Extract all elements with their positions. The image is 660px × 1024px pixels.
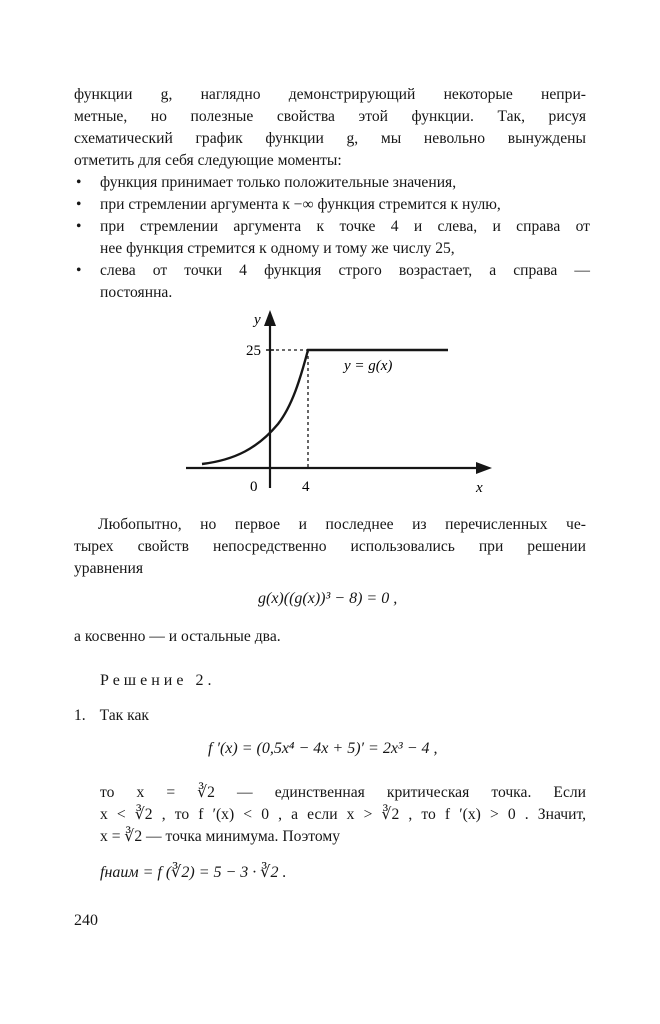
page-number: 240: [74, 912, 98, 929]
intro-line-4: отметить для себя следующие моменты:: [74, 152, 342, 169]
bullet-dot-icon: •: [76, 196, 82, 213]
bullet-dot-icon: •: [76, 218, 82, 235]
solution-line-1: то x = ∛2 — единственная критическая точка. Если: [100, 784, 586, 801]
y-axis-label: y: [254, 312, 261, 328]
x-axis-label: x: [476, 480, 483, 496]
solution-heading: Решение 2.: [100, 672, 216, 689]
function-curve: [202, 350, 448, 464]
list-item-text: при стремлении аргумента к −∞ функция стремится к нулю,: [100, 196, 501, 213]
middle-line-3: уравнения: [74, 560, 144, 577]
solution-item-intro: [74, 705, 586, 727]
solution-text: [100, 782, 586, 848]
property-list: [74, 172, 590, 304]
curve-label: y = g(x): [344, 358, 393, 374]
middle-paragraph: [74, 514, 586, 580]
middle-line-2: тырех свойств непосредственно использовались при решении: [74, 538, 586, 555]
origin-label: 0: [250, 479, 258, 495]
indirect-paragraph: [74, 626, 586, 648]
list-item-text: слева от точки 4 функция строго возрастает, а справа —: [100, 262, 590, 279]
equation-g: g(x)((g(x))³ − 8) = 0 ,: [258, 590, 398, 607]
bullet-dot-icon: •: [76, 262, 82, 279]
solution-line-3: x = ∛2 — точка минимума. Поэтому: [100, 828, 341, 845]
list-item-text: нее функция стремится к одному и тому же числу 25,: [100, 240, 455, 257]
x-tick-label: 4: [302, 479, 310, 495]
solution-line-2: x < ∛2 , то f ′(x) < 0 , а если x > ∛2 , то f ′(x) > 0 . Значит,: [100, 806, 586, 823]
indirect-line: а косвенно — и остальные два.: [74, 628, 281, 645]
list-item: [74, 216, 590, 260]
list-item-text: при стремлении аргумента к точке 4 и слева, и справа от: [100, 218, 590, 235]
list-item-text: постоянна.: [100, 284, 173, 301]
list-item-text: функция принимает только положительные значения,: [100, 174, 457, 191]
bullet-dot-icon: •: [76, 174, 82, 191]
intro-line-3: схематический график функции g, мы невольно вынуждены: [74, 130, 586, 147]
intro-line-2: метные, но полезные свойства этой функции. Так, рисуя: [74, 108, 586, 125]
list-item: [74, 260, 590, 304]
list-item: [74, 194, 590, 216]
y-tick-label: 25: [246, 343, 261, 359]
item-intro-text: Так как: [99, 707, 149, 724]
function-graph: [180, 302, 500, 502]
middle-line-1: Любопытно, но первое и последнее из перечисленных че-: [98, 516, 586, 533]
intro-line-1: функции g, наглядно демонстрирующий некоторые непри-: [74, 86, 586, 103]
minimum-value-formula: fнаим = f (∛2) = 5 − 3 · ∛2 .: [100, 864, 287, 881]
y-axis-arrow-icon: [264, 310, 276, 326]
list-item: [74, 172, 590, 194]
intro-paragraph: [74, 84, 586, 172]
x-axis-arrow-icon: [476, 462, 492, 474]
derivative-formula: f ′(x) = (0,5x⁴ − 4x + 5)′ = 2x³ − 4 ,: [208, 740, 438, 757]
item-number: 1.: [74, 707, 86, 724]
